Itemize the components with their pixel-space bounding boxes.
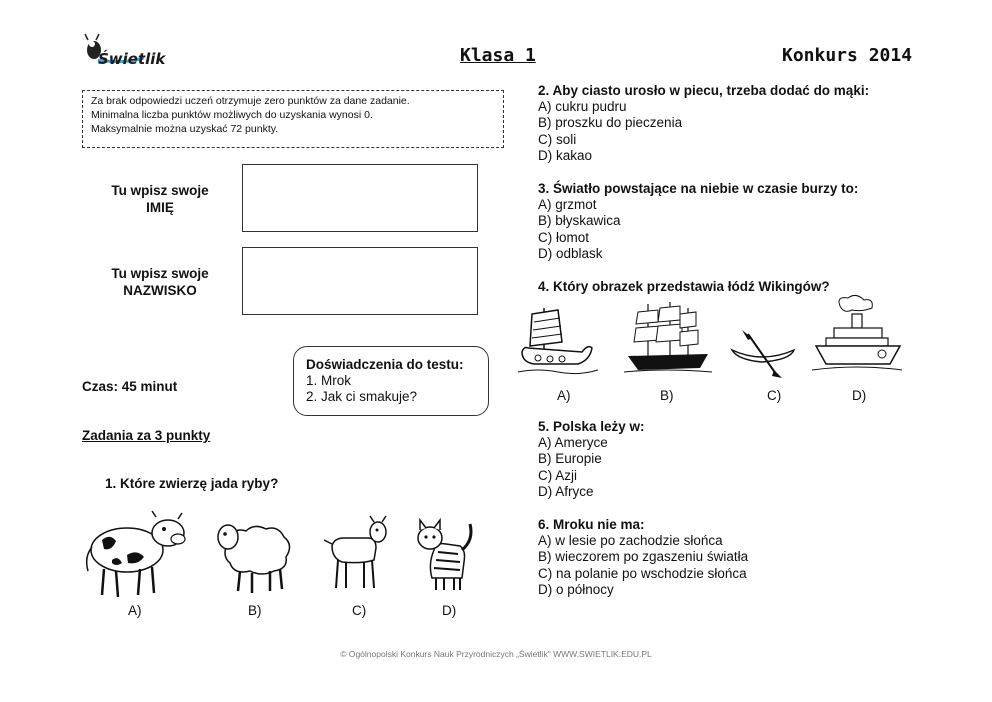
q4-option-b: B) bbox=[660, 388, 674, 403]
question-3 bbox=[538, 181, 858, 262]
tall-ship-icon[interactable] bbox=[624, 300, 712, 380]
q1-option-d: D) bbox=[442, 603, 457, 618]
q4-option-a: A) bbox=[557, 388, 571, 403]
q3-option-c[interactable]: C) łomot bbox=[538, 229, 590, 245]
question-3-text: 3. Światło powstające na niebie w czasie burzy to: bbox=[538, 181, 859, 196]
last-name-label-line2: NAZWISKO bbox=[123, 283, 197, 298]
q1-option-c: C) bbox=[352, 603, 367, 618]
rule-line: Za brak odpowiedzi uczeń otrzymuje zero punktów za dane zadanie. bbox=[91, 95, 410, 107]
last-name-field[interactable] bbox=[242, 247, 478, 315]
question-2-text: 2. Aby ciasto urosło w piecu, trzeba dodać do mąki: bbox=[538, 83, 870, 98]
q3-option-a[interactable]: A) grzmot bbox=[538, 197, 597, 213]
cat-icon[interactable] bbox=[414, 516, 480, 596]
question-5-text: 5. Polska leży w: bbox=[538, 419, 645, 434]
logo-text: Świetlik bbox=[98, 50, 166, 68]
q3-option-b[interactable]: B) błyskawica bbox=[538, 213, 621, 229]
q6-option-c[interactable]: C) na polanie po wschodzie słońca bbox=[538, 565, 747, 581]
steamship-icon[interactable] bbox=[812, 294, 902, 378]
rules-box bbox=[82, 90, 504, 148]
q6-option-b[interactable]: B) wieczorem po zgaszeniu światła bbox=[538, 549, 749, 565]
experiences-box bbox=[293, 346, 489, 416]
q1-option-a: A) bbox=[128, 603, 142, 618]
q5-option-a[interactable]: A) Ameryce bbox=[538, 435, 608, 451]
footer-copyright: © Ogólnopolski Konkurs Nauk Przyrodniczych „Świetlik" WWW.SWIETLIK.EDU.PL bbox=[340, 649, 652, 659]
q4-option-d: D) bbox=[852, 388, 867, 403]
cow-icon[interactable] bbox=[82, 505, 192, 605]
question-1-text: 1. Które zwierzę jada ryby? bbox=[105, 476, 279, 491]
contest-title: Konkurs 2014 bbox=[782, 45, 913, 66]
time-limit: Czas: 45 minut bbox=[82, 379, 178, 394]
question-6-text: 6. Mroku nie ma: bbox=[538, 517, 645, 532]
class-title: Klasa 1 bbox=[460, 45, 536, 66]
first-name-label-line2: IMIĘ bbox=[146, 200, 174, 215]
q2-option-a[interactable]: A) cukru pudru bbox=[538, 99, 627, 115]
experience-item: 2. Jak ci smakuje? bbox=[306, 389, 418, 404]
q5-option-c[interactable]: C) Azji bbox=[538, 467, 578, 483]
q5-option-d[interactable]: D) Afryce bbox=[538, 483, 594, 499]
canoe-icon[interactable] bbox=[728, 330, 798, 380]
sheep-icon[interactable] bbox=[212, 515, 294, 595]
q2-option-b[interactable]: B) proszku do pieczenia bbox=[538, 115, 683, 131]
q6-option-d[interactable]: D) o północy bbox=[538, 581, 614, 597]
last-name-label bbox=[80, 265, 240, 299]
first-name-field[interactable] bbox=[242, 164, 478, 232]
question-4-text: 4. Który obrazek przedstawia łódź Wikingów? bbox=[538, 279, 830, 294]
first-name-label-line1: Tu wpisz swoje bbox=[111, 183, 209, 198]
first-name-label bbox=[80, 182, 240, 216]
q2-option-c[interactable]: C) soli bbox=[538, 131, 577, 147]
question-5 bbox=[538, 419, 645, 500]
goat-icon[interactable] bbox=[322, 514, 394, 594]
q4-option-c: C) bbox=[767, 388, 782, 403]
q2-option-d[interactable]: D) kakao bbox=[538, 147, 593, 163]
section-heading: Zadania za 3 punkty bbox=[82, 428, 211, 443]
q1-option-b: B) bbox=[248, 603, 262, 618]
q6-option-a[interactable]: A) w lesie po zachodzie słońca bbox=[538, 533, 723, 549]
viking-ship-icon[interactable] bbox=[518, 302, 598, 382]
question-2 bbox=[538, 83, 869, 164]
experiences-title: Doświadczenia do testu: bbox=[306, 357, 464, 372]
question-6 bbox=[538, 517, 748, 598]
experience-item: 1. Mrok bbox=[306, 373, 352, 388]
rule-line: Maksymalnie można uzyskać 72 punkty. bbox=[91, 123, 279, 135]
rule-line: Minimalna liczba punktów możliwych do uzyskania wynosi 0. bbox=[91, 109, 373, 121]
q5-option-b[interactable]: B) Europie bbox=[538, 451, 602, 467]
q3-option-d[interactable]: D) odblask bbox=[538, 245, 603, 261]
last-name-label-line1: Tu wpisz swoje bbox=[111, 266, 209, 281]
